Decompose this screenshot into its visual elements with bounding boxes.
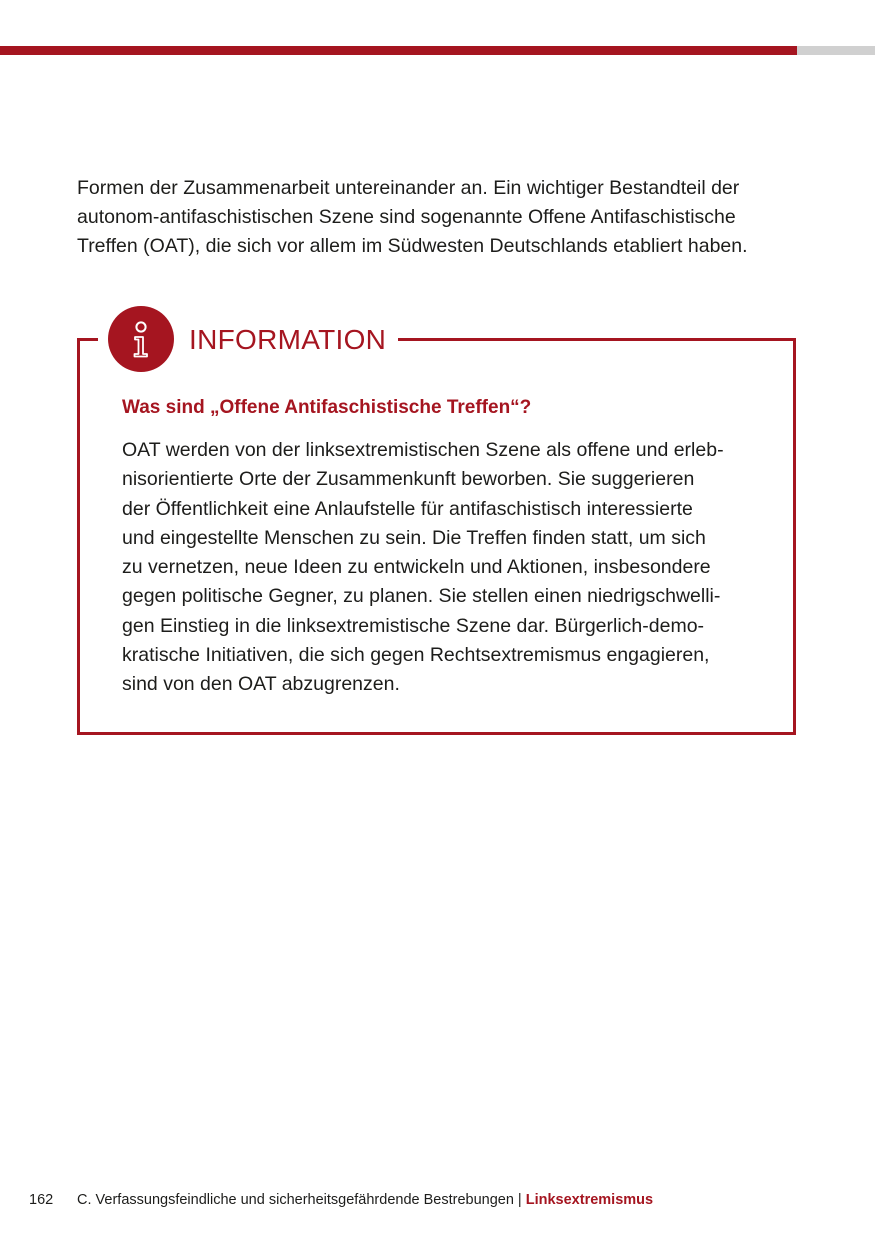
- information-title: INFORMATION: [189, 324, 387, 355]
- information-body-line: sind von den OAT abzugrenzen.: [122, 673, 400, 696]
- information-body-line: zu vernetzen, neue Ideen zu entwickeln und Aktionen, insbesondere: [122, 556, 711, 579]
- information-body-line: OAT werden von der linksextremistischen Szene als offene und erleb-: [122, 439, 724, 461]
- intro-paragraph: [77, 174, 807, 261]
- intro-line: autonom-antifaschistischen Szene sind sogenannte Offene Antifaschistische: [77, 206, 736, 228]
- intro-line: Treffen (OAT), die sich vor allem im Südwesten Deutschlands etabliert haben.: [77, 235, 748, 257]
- page-footer: [0, 1189, 875, 1211]
- page-number: 162: [29, 1192, 54, 1208]
- footer-section-title: C. Verfassungsfeindliche und sicherheitsgefährdende Bestrebungen: [77, 1192, 514, 1208]
- footer-topic: Linksextremismus: [525, 1192, 654, 1208]
- information-body-line: und eingestellte Menschen zu sein. Die Treffen finden statt, um sich: [122, 526, 706, 549]
- information-heading: Was sind „Offene Antifaschistische Treffen“?: [122, 397, 532, 418]
- information-body-line: gen Einstieg in die linksextremistische Szene dar. Bürgerlich-demo-: [122, 614, 705, 637]
- footer-separator: |: [513, 1192, 526, 1208]
- top-grey-bar: [797, 46, 875, 55]
- information-body-line: kratische Initiativen, die sich gegen Rechtsextremismus engagieren,: [122, 644, 710, 667]
- intro-line: Formen der Zusammenarbeit untereinander an. Ein wichtiger Bestandteil der: [77, 177, 740, 199]
- info-icon: [108, 306, 174, 372]
- footer-running-title: [77, 1189, 653, 1211]
- information-body-line: nisorientierte Orte der Zusammenkunft beworben. Sie suggerieren: [122, 468, 695, 491]
- information-body-line: gegen politische Gegner, zu planen. Sie stellen einen niedrigschwelli-: [122, 585, 721, 608]
- information-body: [122, 436, 762, 700]
- information-body-line: der Öffentlichkeit eine Anlaufstelle für antifaschistisch interessierte: [122, 497, 693, 520]
- top-accent-bar: [0, 46, 797, 55]
